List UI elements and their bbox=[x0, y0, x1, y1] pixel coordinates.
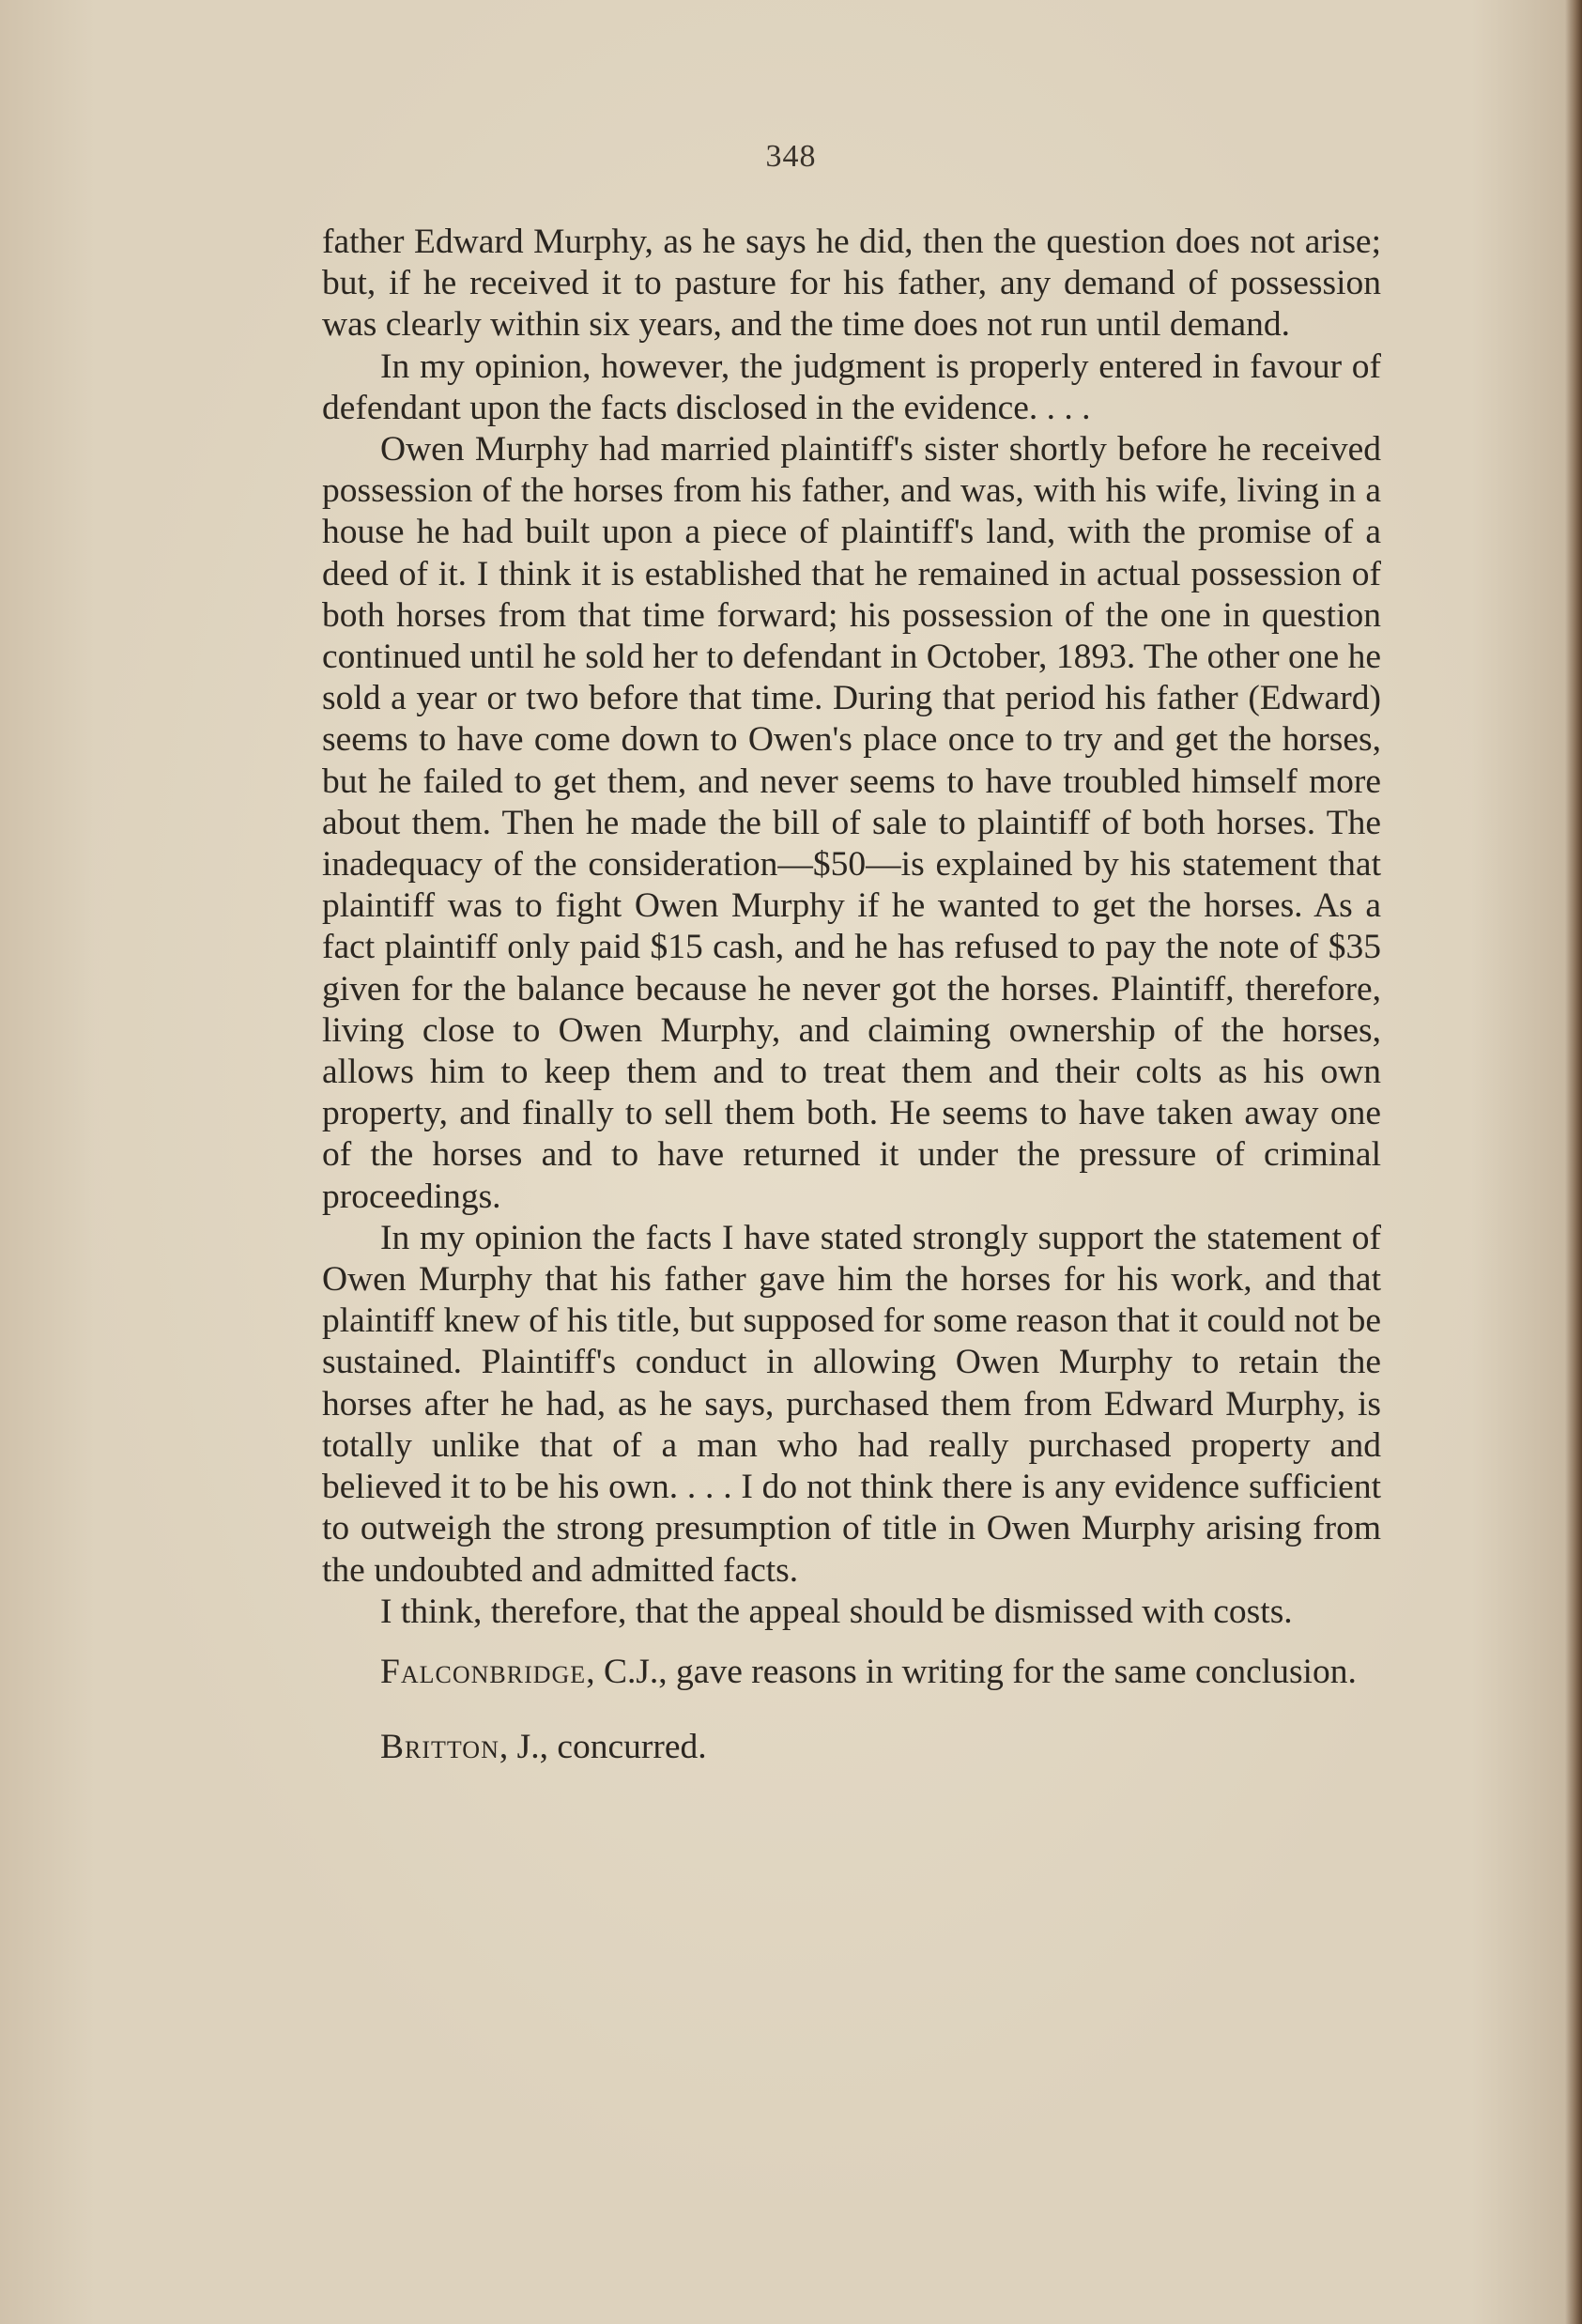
paragraph-opinion: In my opinion, however, the judgment is properly entered in favour of defendant upon the facts disclosed in the evidence. . . . bbox=[322, 346, 1381, 427]
paragraph-continuation: father Edward Murphy, as he says he did, then the question does not arise; but, if he received it to pasture for his father, any demand of possession was clearly within six years, and the time does not run until demand. bbox=[322, 223, 1381, 345]
judge-name: Britton bbox=[380, 1728, 499, 1767]
judge-falconbridge-note bbox=[322, 1652, 1381, 1693]
page-number: 348 bbox=[765, 139, 817, 174]
paragraph-analysis: In my opinion the facts I have stated strongly support the statement of Owen Murphy that his father gave him the horses for his work, and that plaintiff knew of his title, but supposed for some reason that it could not be sustained. Plaintiff's conduct in allowing Owen Murphy to retain the horses after he had, as he says, purchased them from Edward Murphy, is totally unlike that of a man who had really purchased property and believed it to be his own. . . . I do not think there is any evidence sufficient to outweigh the strong presumption of title in Owen Murphy arising from the undoubted and admitted facts. bbox=[322, 1218, 1381, 1590]
judge-britton-note bbox=[322, 1727, 1381, 1768]
page-edge-shadow bbox=[1565, 0, 1582, 2324]
paragraph-facts: Owen Murphy had married plaintiff's sister shortly before he received possession of the horses from his father, and was, with his wife, living in a house he had built upon a piece of plaintiff's land, with the promise of a deed of it. I think it is established that he remained in actual possession of both horses from that time forward; his possession of the one in question continued until he sold her to defendant in October, 1893. The other one he sold a year or two before that time. During that period his father (Edward) seems to have come down to Owen's place once to try and get the horses, but he failed to get them, and never seems to have troubled himself more about them. Then he made the bill of sale to plaintiff of both horses. The inadequacy of the consideration—$50—is explained by his statement that plaintiff was to fight Owen Murphy if he wanted to get the horses. As a fact plaintiff only paid $15 cash, and he has refused to pay the note of $35 given for the balance because he never got the horses. Plaintiff, therefore, living close to Owen Murphy, and claiming ownership of the horses, allows him to keep them and to treat them and their colts as his own property, and finally to sell them both. He seems to have taken away one of the horses and to have returned it under the pressure of criminal proceedings. bbox=[322, 430, 1381, 1216]
judge-note-text: , J., concurred. bbox=[499, 1728, 707, 1767]
body-text bbox=[322, 222, 1381, 1768]
judge-note-text: , C.J., gave reasons in writing for the same conclusion. bbox=[586, 1652, 1357, 1691]
paragraph-conclusion: I think, therefore, that the appeal should be dismissed with costs. bbox=[380, 1592, 1293, 1631]
judge-name: Falconbridge bbox=[380, 1652, 587, 1691]
